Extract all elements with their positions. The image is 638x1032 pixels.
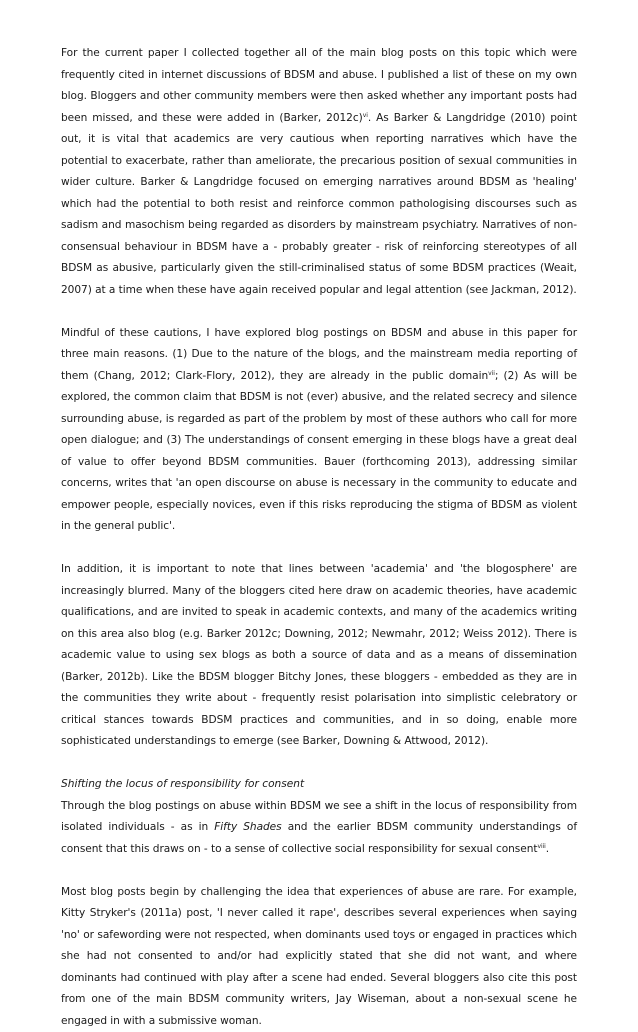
paragraph-text: and the earlier BDSM community understandings of consent that this draws on - to a sense of collective social responsibility for sexual consent — [61, 821, 577, 855]
endnote-marker: viii — [537, 843, 545, 850]
paragraph-text: . — [546, 843, 549, 855]
paragraph-text: ; (2) As will be explored, the common claim that BDSM is not (ever) abusive, and the related secrecy and silence surrounding abuse, is regarded as part of the problem by most of these authors who call for more open dialogue; and (3) The understandings of consent emerging in these blogs have a great deal of value to offer beyond BDSM communities. Bauer (forthcoming 2013), addressing similar concerns, writes that 'an open discourse on abuse is necessary in the community to educate and empower people, especially novices, even if this risks reproducing the stigma of BDSM as violent in the general public'. — [61, 370, 577, 533]
paragraph-text: Most blog posts begin by challenging the idea that experiences of abuse are rare. For example, Kitty Stryker's (2011a) post, 'I never called it rape', describes several experiences when saying 'no' or safewording were not respected, when dominants used toys or engaged in practices which she had not consented to and/or had explicitly stated that she did not want, and where dominants had continued with play after a scene had ended. Several bloggers also cite this post from one of the main BDSM community writers, Jay Wiseman, about a non-sexual scene he engaged in with a submissive woman. — [61, 886, 577, 1027]
paragraph-locus — [61, 796, 577, 861]
paragraph-text: . As Barker & Langdridge (2010) point out, it is vital that academics are very cautious when reporting narratives which have the potential to exacerbate, rather than ameliorate, the precarious position of sexual communities in wider culture. Barker & Langdridge focused on emerging narratives around BDSM as 'healing' which had the potential to both resist and reinforce common pathologising discourses such as sadism and masochism being regarded as disorders by mainstream psychiatry. Narratives of non-consensual behaviour in BDSM have a - probably greater - risk of reinforcing stereotypes of all BDSM as abusive, particularly given the still-criminalised status of some BDSM practices (Weait, 2007) at a time when these have again received popular and legal attention (see Jackman, 2012). — [61, 112, 577, 296]
paragraph-blog-posts — [61, 882, 577, 1032]
endnote-marker: vii — [488, 370, 495, 377]
paragraph-text: In addition, it is important to note that lines between 'academia' and 'the blogosphere' are increasingly blurred. Many of the bloggers cited here draw on academic theories, have academic qualifications, and are invited to speak in academic contexts, and many of the academics writing on this area also blog (e.g. Barker 2012c; Downing, 2012; Newmahr, 2012; Weiss 2012). There is academic value to using sex blogs as both a source of data and as a means of dissemination (Barker, 2012b). Like the BDSM blogger Bitchy Jones, these bloggers - embedded as they are in the communities they write about - frequently resist polarisation into simplistic celebratory or critical stances towards BDSM practices and communities, and in so doing, enable more sophisticated understandings to emerge (see Barker, Downing & Attwood, 2012). — [61, 563, 577, 747]
endnote-marker: vi — [363, 112, 368, 119]
paragraph-academia — [61, 559, 577, 753]
book-title: Fifty Shades — [214, 821, 281, 833]
paragraph-sources — [61, 43, 577, 301]
paragraph-text: Mindful of these cautions, I have explored blog postings on BDSM and abuse in this paper for three main reasons. (1) Due to the nature of the blogs, and the mainstream media reporting of them (Chang, 2012; Clark-Flory, 2012), they are already in the public domain — [61, 327, 577, 382]
section-heading: Shifting the locus of responsibility for consent — [61, 774, 577, 796]
document-page — [61, 43, 577, 1032]
paragraph-text: For the current paper I collected together all of the main blog posts on this topic which were frequently cited in internet discussions of BDSM and abuse. I published a list of these on my own blog. Bloggers and other community members were then asked whether any important posts had been missed, and these were added in (Barker, 2012c) — [61, 47, 577, 124]
paragraph-reasons — [61, 323, 577, 538]
paragraph-text: Through the blog postings on abuse within BDSM we see a shift in the locus of responsibility from isolated individuals - as in — [61, 800, 577, 834]
